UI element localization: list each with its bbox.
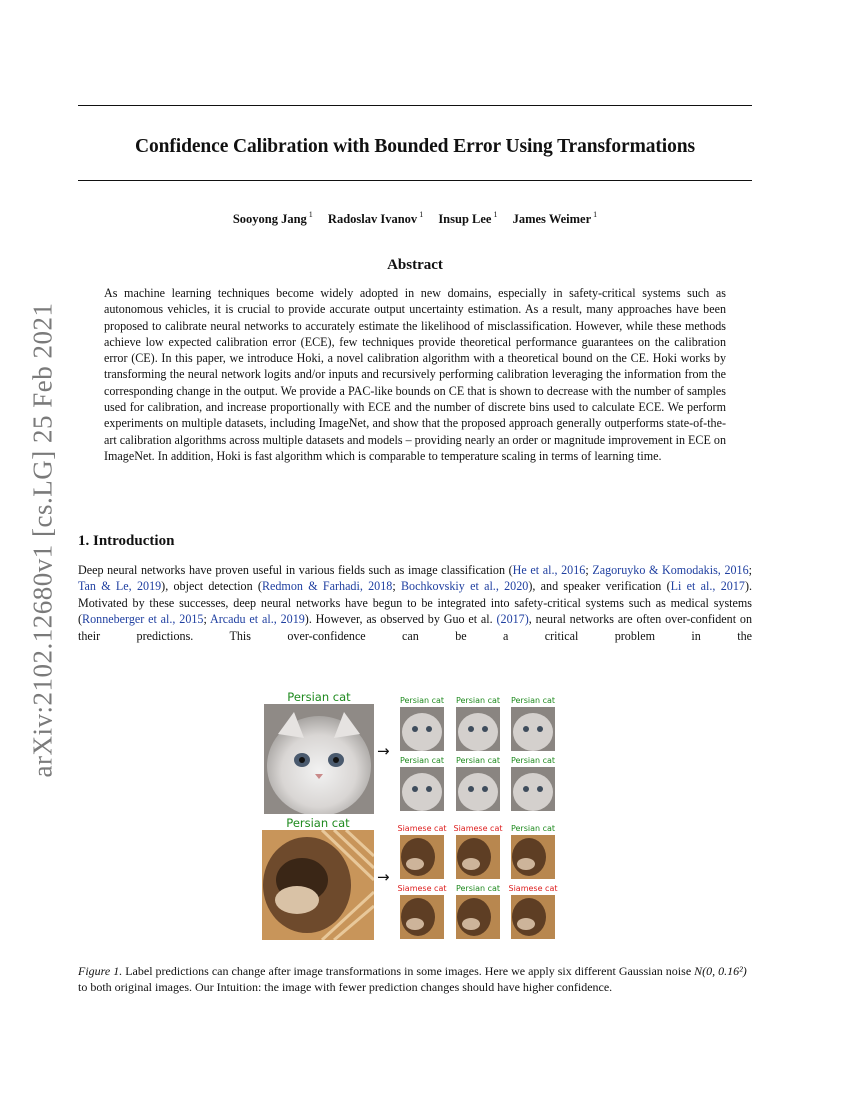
- noisy-white-cat-image: [400, 707, 444, 751]
- noisy-brown-cat-image: [511, 835, 555, 879]
- intro-text: ;: [748, 563, 753, 577]
- author-name: Insup Lee: [438, 212, 492, 226]
- citation-link[interactable]: Zagoruyko & Komodakis, 2016: [592, 563, 749, 577]
- transformed-prediction-label: Persian cat: [455, 696, 501, 705]
- intro-text: ), and speaker verification (: [528, 579, 671, 594]
- author-list: [78, 210, 752, 227]
- noisy-white-cat-image: [400, 767, 444, 811]
- transformed-prediction-label: Persian cat: [510, 696, 556, 705]
- paper-title: Confidence Calibration with Bounded Error Using Transformations: [135, 136, 695, 157]
- abstract-body: As machine learning techniques become widely adopted in new domains, especially in safety-critical systems such as autonomous vehicles, it is crucial to provide accurate output uncertainty estimation. As a result, many approaches have been proposed to calibrate neural networks to accurately estimate the likelihood of misclassification. However, while these methods achieve low expected calibration error (ECE), few techniques provide theoretical performance guarantees on the calibration error (CE). In this paper, we introduce Hoki, a novel calibration algorithm with a theoretical bound on the CE. Hoki works by transforming the neural network logits and/or inputs and recursively performing calibration leveraging the information from the corresponding change in the output. We provide a PAC-like bounds on CE that is shown to decrease with the number of samples used for calibration, and increase proportionally with ECE and the number of discrete bins used to calculate ECE. We perform experiments on multiple datasets, including ImageNet, and show that the proposed approach generally outperforms state-of-the-art calibration algorithms across multiple datasets and models – providing nearly an order or magnitude improvement in ECE on ImageNet. In addition, Hoki is fast algorithm which is comparable to temperature scaling in terms of learning time.: [104, 286, 727, 463]
- author-affiliation: 1: [308, 210, 313, 219]
- citation-link[interactable]: Bochkovskiy et al., 2020: [400, 579, 529, 594]
- noisy-white-cat-image: [511, 707, 555, 751]
- author-affiliation: 1: [593, 210, 598, 219]
- transformed-prediction-label: Persian cat: [455, 884, 501, 893]
- transformed-prediction-label: Siamese cat: [453, 824, 503, 833]
- intro-text: ). Motivated by these successes, deep neural networks have begun to be integrated into safety-critical systems such as medical systems (: [78, 579, 752, 627]
- intro-text: ), object detection (: [161, 579, 262, 594]
- caption-text: Label predictions can change after image transformations in some images. Here we apply six different Gaussian noise: [122, 964, 695, 978]
- intro-text: ;: [585, 563, 593, 577]
- arxiv-identifier: arXiv:2102.12680v1 [cs.LG] 25 Feb 2021: [27, 302, 58, 778]
- noisy-white-cat-image: [456, 707, 500, 751]
- transformed-prediction-label: Persian cat: [399, 696, 445, 705]
- white-persian-cat-image: [264, 704, 374, 814]
- noisy-white-cat-image: [456, 767, 500, 811]
- title-top-rule: [78, 105, 752, 106]
- author-name: James Weimer: [512, 212, 592, 226]
- intro-text: ;: [392, 579, 401, 594]
- author: [513, 212, 598, 226]
- transformed-prediction-label: Persian cat: [455, 756, 501, 765]
- citation-link[interactable]: (2017): [496, 612, 529, 627]
- author: [233, 212, 313, 226]
- abstract-heading: Abstract: [387, 257, 443, 273]
- author: [328, 212, 423, 226]
- brown-persian-cat-image: [262, 830, 374, 940]
- caption-text: to both original images. Our Intuition: the image with fewer prediction changes should have higher confidence.: [78, 980, 613, 995]
- author-affiliation: 1: [493, 210, 498, 219]
- author-name: Sooyong Jang: [232, 212, 307, 226]
- author-affiliation: 1: [419, 210, 424, 219]
- original-bottom-label: Persian cat: [286, 816, 350, 830]
- transformed-prediction-label: Persian cat: [510, 824, 556, 833]
- transformed-prediction-label: Persian cat: [399, 756, 445, 765]
- intro-text: Deep neural networks have proven useful in various fields such as image classification (: [78, 563, 513, 577]
- noisy-brown-cat-image: [400, 895, 444, 939]
- transformed-prediction-label: Siamese cat: [508, 884, 558, 893]
- noisy-brown-cat-image: [456, 835, 500, 879]
- citation-link[interactable]: Redmon & Farhadi, 2018: [261, 579, 393, 594]
- noisy-brown-cat-image: [456, 895, 500, 939]
- caption-math: N(0, 0.16²): [694, 964, 747, 978]
- noisy-brown-cat-image: [511, 895, 555, 939]
- intro-text: , neural networks are often over-confident on their predictions. This over-confidence can be a critical problem in the: [78, 612, 752, 643]
- citation-link[interactable]: Arcadu et al., 2019: [210, 612, 305, 627]
- citation-link[interactable]: Li et al., 2017: [670, 579, 745, 594]
- transformed-prediction-label: Siamese cat: [397, 824, 447, 833]
- intro-text: ). However, as observed by Guo et al.: [304, 612, 497, 627]
- author-name: Radoslav Ivanov: [327, 212, 418, 226]
- figure-label: Figure 1.: [78, 964, 123, 978]
- noisy-brown-cat-image: [400, 835, 444, 879]
- transformed-prediction-label: Persian cat: [510, 756, 556, 765]
- figure-caption: [78, 963, 752, 995]
- title-bottom-rule: [78, 180, 752, 181]
- original-top-label: Persian cat: [287, 690, 351, 704]
- arrow-right-icon: →: [377, 742, 390, 760]
- section-heading: 1. Introduction: [78, 533, 175, 549]
- noisy-white-cat-image: [511, 767, 555, 811]
- intro-text: ;: [203, 612, 210, 627]
- citation-link[interactable]: Ronneberger et al., 2015: [82, 612, 204, 627]
- citation-link[interactable]: Tan & Le, 2019: [78, 579, 162, 594]
- introduction-paragraph: [78, 562, 752, 644]
- citation-link[interactable]: He et al., 2016: [512, 563, 586, 577]
- author: [438, 212, 497, 226]
- transformed-prediction-label: Siamese cat: [397, 884, 447, 893]
- arrow-right-icon: →: [377, 868, 390, 886]
